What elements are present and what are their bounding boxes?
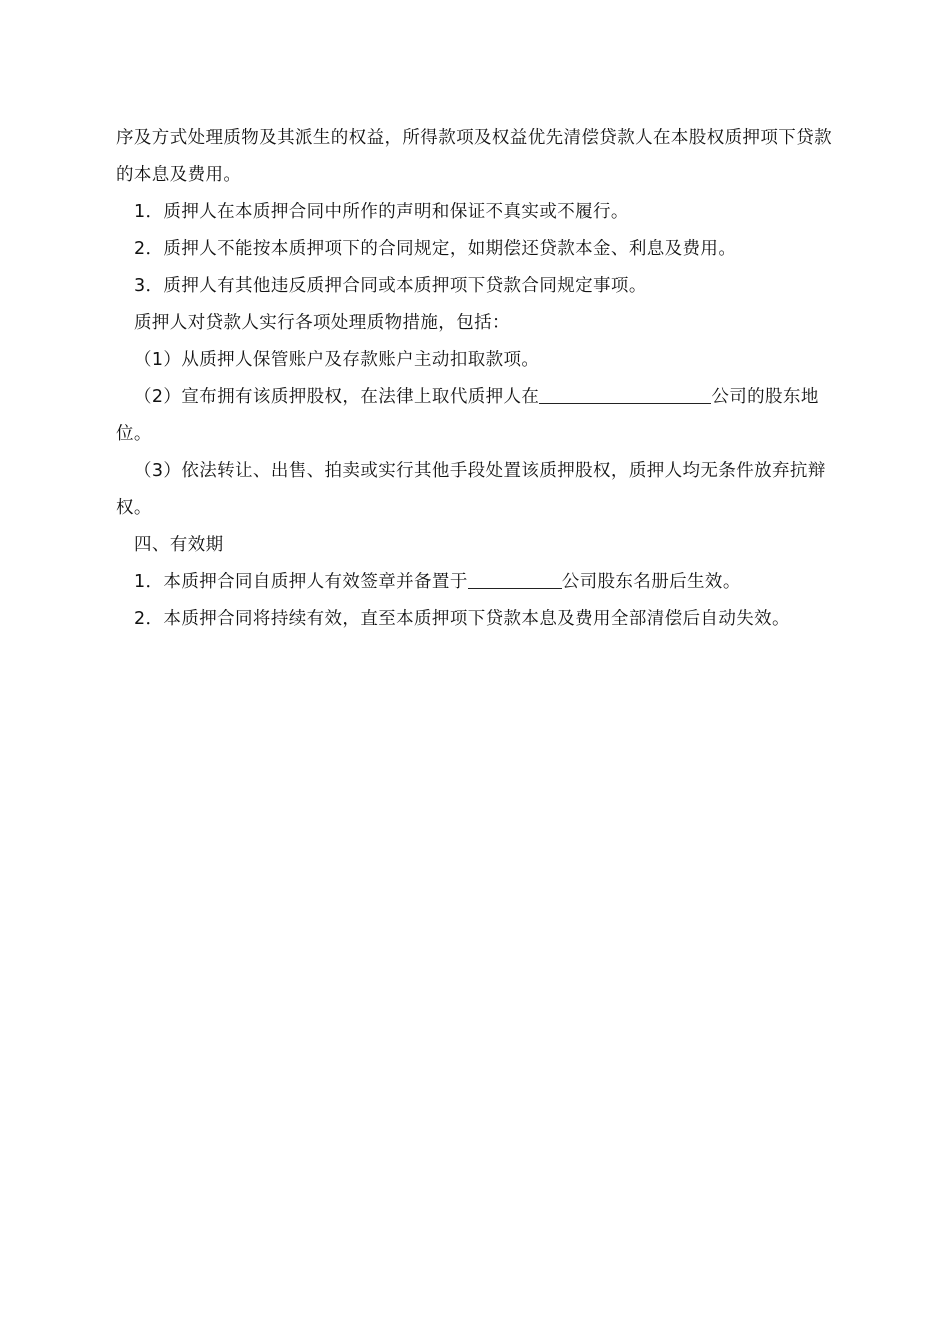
registry-company-blank xyxy=(468,570,562,589)
measures-intro: 质押人对贷款人实行各项处理质物措施，包括： xyxy=(134,313,510,333)
measure-3: （3）依法转让、出售、拍卖或实行其他手段处置该质押股权，质押人均无条件放弃抗辩权。 xyxy=(116,461,826,518)
clause-2: 2．质押人不能按本质押项下的合同规定，如期偿还贷款本金、利息及费用。 xyxy=(134,239,737,259)
clause-1: 1．质押人在本质押合同中所作的声明和保证不真实或不履行。 xyxy=(134,202,629,222)
validity-1-text-before: 1．本质押合同自质押人有效签章并备置于 xyxy=(134,572,468,592)
measure-1: （1）从质押人保管账户及存款账户主动扣取款项。 xyxy=(134,350,540,370)
validity-clause-1 xyxy=(116,564,836,601)
measure-2 xyxy=(116,379,836,453)
measure-2-text-before: （2）宣布拥有该质押股权，在法律上取代质押人在 xyxy=(134,387,540,407)
contract-body xyxy=(116,120,836,638)
validity-1-text-after: 公司股东名册后生效。 xyxy=(561,572,741,592)
section-heading-validity: 四、有效期 xyxy=(134,535,224,555)
continuation-paragraph: 序及方式处理质物及其派生的权益，所得款项及权益优先清偿贷款人在本股权质押项下贷款的本息及费用。 xyxy=(116,128,832,185)
company-name-blank xyxy=(539,385,711,404)
validity-clause-2: 2．本质押合同将持续有效，直至本质押项下贷款本息及费用全部清偿后自动失效。 xyxy=(134,609,790,629)
measure-2-text-after: 公司的股东地位。 xyxy=(116,387,819,444)
clause-3: 3．质押人有其他违反质押合同或本质押项下贷款合同规定事项。 xyxy=(134,276,647,296)
